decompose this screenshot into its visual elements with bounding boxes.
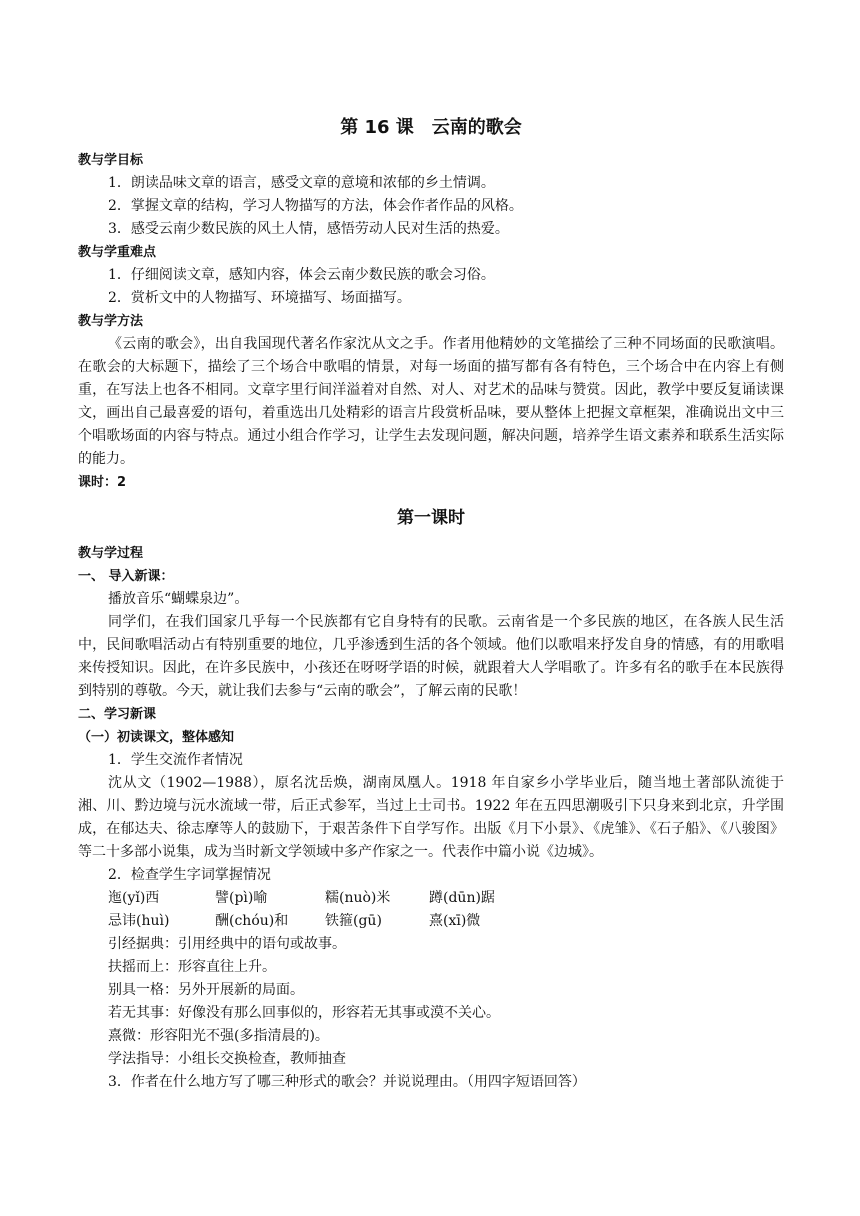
key-points-heading: 教与学重难点: [78, 245, 157, 260]
author-paragraph: 沈从文（1902—1988），原名沈岳焕，湖南凤凰人。1918 年自家乡小学毕业后，随当地土著部队流徙于湘、川、黔边境与沅水流域一带，后正式参军，当过上士司书。1922 年在五四思潮吸引下只身来到北京，升学围成，在郁达夫、徐志摩等人的鼓励下，于艰苦条件下自学写作。出版《月下小景》、《虎雏》、《石子船》、《八骏图》等二十多部小说集，成为当时新文学领域中多产作家之一。代表作中篇小说《边城》。: [78, 775, 784, 860]
vocab-row: [78, 887, 784, 910]
section-title: 第一课时: [397, 508, 465, 528]
periods-label: 课时：2: [78, 475, 127, 490]
lesson-title: 第 16 课 云南的歌会: [340, 117, 522, 138]
key-point-item: 1．仔细阅读文章，感知内容，体会云南少数民族的歌会习俗。: [108, 267, 495, 283]
key-point-item: 2．赏析文中的人物描写、环境描写、场面描写。: [108, 290, 411, 306]
music-line: 播放音乐“蝴蝶泉边”。: [108, 591, 249, 607]
definition-line: 引经据典：引用经典中的语句或故事。: [108, 936, 346, 952]
process-heading: 教与学过程: [78, 546, 144, 561]
step-2: 2．检查学生字词掌握情况: [108, 867, 271, 883]
vocab-word: 熹(xī)微: [429, 913, 481, 929]
vocab-word: 酬(chóu)和: [215, 913, 289, 929]
vocab-row: [78, 910, 784, 933]
vocab-word: 蹲(dūn)踞: [429, 890, 495, 906]
sub-heading-reading: （一）初读课文，整体感知: [78, 730, 235, 745]
objective-item: 1．朗读品味文章的语言，感受文章的意境和浓郁的乡土情调。: [108, 175, 495, 191]
vocab-word: 迤(yǐ)西: [108, 890, 160, 906]
step-3: 3．作者在什么地方写了哪三种形式的歌会？并说说理由。（用四字短语回答）: [108, 1074, 586, 1090]
intro-paragraph: 同学们，在我们国家几乎每一个民族都有它自身特有的民歌。云南省是一个多民族的地区，在各族人民生活中，民间歌唱活动占有特别重要的地位，几乎渗透到生活的各个领域。他们以歌唱来抒发自身的情感，有的用歌唱来传授知识。因此，在许多民族中，小孩还在呀呀学语的时候，就跟着大人学唱歌了。许多有名的歌手在本民族得到特别的尊敬。今天，就让我们去参与“云南的歌会”，了解云南的民歌！: [78, 614, 784, 699]
method-paragraph: 《云南的歌会》，出自我国现代著名作家沈从文之手。作者用他精妙的文笔描绘了三种不同场面的民歌演唱。在歌会的大标题下，描绘了三个场合中歌唱的情景，对每一场面的描写都有各有特色，三个场合中在内容上有侧重，在写法上也各不相同。文章字里行间洋溢着对自然、对人、对艺术的品味与赞赏。因此，教学中要反复诵读课文，画出自己最喜爱的语句，着重选出几处精彩的语言片段赏析品味，要从整体上把握文章框架，准确说出文中三个唱歌场面的内容与特点。通过小组合作学习，让学生去发现问题，解决问题，培养学生语文素养和联系生活实际的能力。: [78, 336, 784, 467]
vocab-word: 糯(nuò)米: [325, 890, 391, 906]
intro-heading: 一、 导入新课：: [78, 569, 174, 584]
vocab-word: 忌讳(huì): [108, 913, 170, 929]
definition-line: 若无其事：好像没有那么回事似的，形容若无其事或漠不关心。: [108, 1005, 500, 1021]
new-lesson-heading: 二、学习新课: [78, 707, 157, 722]
objective-item: 3．感受云南少数民族的风土人情，感悟劳动人民对生活的热爱。: [108, 221, 509, 237]
objectives-heading: 教与学目标: [78, 153, 144, 168]
study-guide-line: 学法指导：小组长交换检查，教师抽查: [108, 1051, 346, 1067]
method-heading: 教与学方法: [78, 314, 144, 329]
document-page: [78, 0, 784, 1094]
definition-line: 扶摇而上：形容直往上升。: [108, 959, 276, 975]
definition-line: 别具一格：另外开展新的局面。: [108, 982, 304, 998]
step-1: 1．学生交流作者情况: [108, 752, 243, 768]
vocab-word: 譬(pì)喻: [215, 890, 268, 906]
vocab-word: 铁箍(gū): [325, 913, 382, 929]
objective-item: 2．掌握文章的结构，学习人物描写的方法，体会作者作品的风格。: [108, 198, 523, 214]
definition-line: 熹微：形容阳光不强(多指清晨的)。: [108, 1028, 329, 1044]
